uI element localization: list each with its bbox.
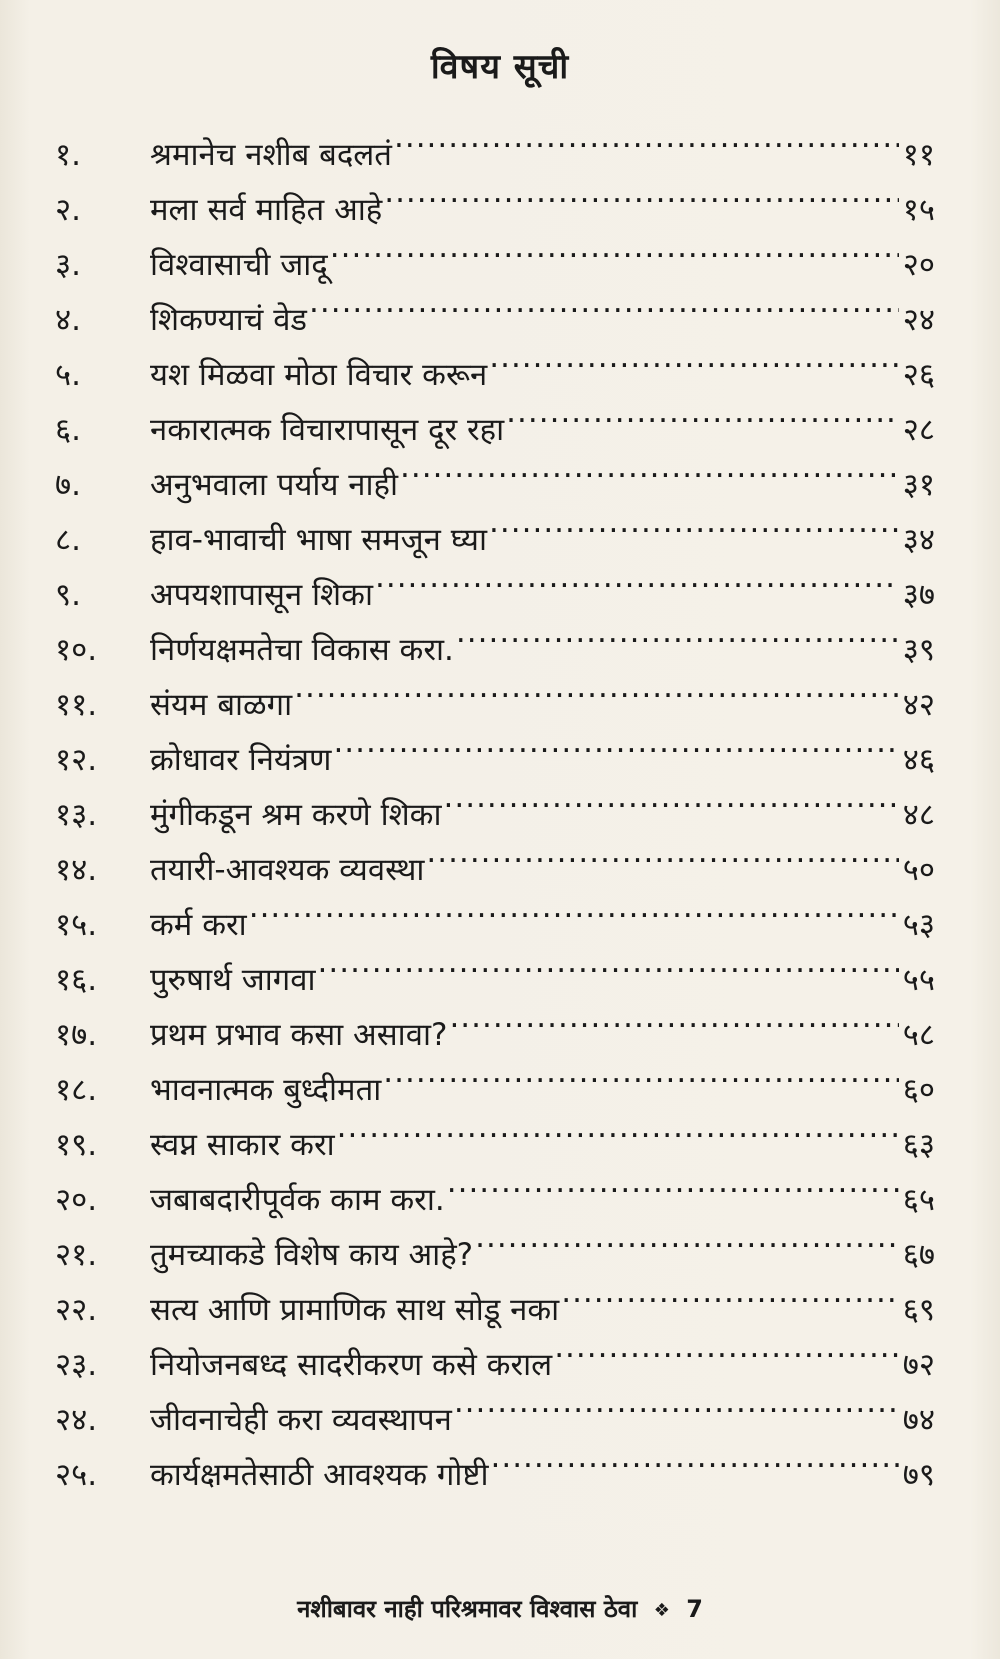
toc-entry-page: ६० (902, 1072, 935, 1108)
toc-entry-number: ३. (55, 247, 81, 283)
toc-entry-title: तुमच्याकडे विशेष काय आहे? (150, 1237, 474, 1273)
toc-entry-page: ३९ (902, 632, 935, 668)
toc-entry-page: २० (902, 247, 935, 283)
toc-entry-number: १५. (55, 907, 98, 943)
dot-leader (449, 990, 898, 1045)
dot-leader (375, 550, 899, 605)
toc-entry-page: २४ (902, 302, 935, 338)
dot-leader (330, 220, 899, 275)
toc-entry-page: ६५ (902, 1182, 935, 1218)
toc-entry-page: ३४ (902, 522, 935, 558)
toc-entry-title: कर्म करा (150, 907, 247, 943)
toc-entry-page: ७९ (902, 1457, 935, 1493)
toc-entry-number: १०. (55, 632, 98, 668)
toc-entry-title: यश मिळवा मोठा विचार करून (150, 357, 488, 393)
toc-entry-title: कार्यक्षमतेसाठी आवश्यक गोष्टी (150, 1457, 489, 1493)
toc-entry-page: ५५ (902, 962, 935, 998)
toc-entry-page: ७२ (902, 1347, 935, 1383)
toc-entry-title: अनुभवाला पर्याय नाही (150, 467, 399, 503)
dot-leader (294, 660, 899, 715)
toc-entry-page: ६३ (902, 1127, 935, 1163)
footer-book-title: नशीबावर नाही परिश्रमावर विश्वास ठेवा (297, 1595, 638, 1623)
toc-entry-title: संयम बाळगा (150, 687, 293, 723)
toc-entry-number: २५. (55, 1457, 98, 1493)
toc-entry-page: ४८ (902, 797, 935, 833)
toc-entry-number: १२. (55, 742, 98, 778)
toc-entry-number: २२. (55, 1292, 98, 1328)
page-footer (0, 1592, 1000, 1625)
toc-entry-number: ९. (55, 577, 81, 613)
toc-entry-page: ३१ (902, 467, 935, 503)
footer-page-number: 7 (686, 1595, 703, 1623)
toc-entry-title: मला सर्व माहित आहे (150, 192, 383, 228)
toc-entry-page: ४६ (902, 742, 935, 778)
table-of-contents (55, 110, 935, 1493)
dot-leader (489, 495, 899, 550)
toc-entry-page: २८ (902, 412, 935, 448)
toc-entry-title: अपयशापासून शिका (150, 577, 373, 613)
toc-entry-number: २३. (55, 1347, 98, 1383)
toc-entry-title: सत्य आणि प्रामाणिक साथ सोडू नका (150, 1292, 560, 1328)
toc-entry-page: ५० (902, 852, 935, 888)
toc-entry-title: हाव-भावाची भाषा समजून घ्या (150, 522, 488, 558)
dot-leader (444, 770, 899, 825)
dot-leader (383, 1045, 898, 1100)
toc-entry-number: १८. (55, 1072, 98, 1108)
dot-leader (318, 935, 899, 990)
toc-entry-number: ८. (55, 522, 81, 558)
toc-entry-number: २४. (55, 1402, 98, 1438)
toc-entry-title: मुंगीकडून श्रम करणे शिका (150, 797, 442, 833)
toc-entry (55, 110, 935, 173)
toc-entry-page: १५ (902, 192, 935, 228)
dot-leader (475, 1210, 899, 1265)
toc-entry-title: पुरुषार्थ जागवा (150, 962, 316, 998)
toc-entry-title: नकारात्मक विचारापासून दूर रहा (150, 412, 505, 448)
dot-leader (561, 1265, 899, 1320)
dot-leader (426, 825, 898, 880)
toc-entry-title: निर्णयक्षमतेचा विकास करा. (150, 632, 454, 668)
toc-entry-page: ३७ (902, 577, 935, 613)
dot-leader (333, 715, 898, 770)
toc-entry-title: स्वप्न साकार करा (150, 1127, 335, 1163)
dot-leader (456, 605, 899, 660)
toc-entry-page: ६९ (902, 1292, 935, 1328)
toc-entry-number: १४. (55, 852, 98, 888)
page-title: विषय सूची (430, 47, 570, 87)
toc-entry-number: २१. (55, 1237, 98, 1273)
toc-entry-page: ४२ (902, 687, 935, 723)
toc-entry-number: २०. (55, 1182, 98, 1218)
toc-entry-title: प्रथम प्रभाव कसा असावा? (150, 1017, 448, 1053)
dot-leader (447, 1155, 899, 1210)
toc-entry-number: १९. (55, 1127, 98, 1163)
dot-leader (337, 1100, 899, 1155)
toc-entry-number: २. (55, 192, 81, 228)
toc-entry-title: जबाबदारीपूर्वक काम करा. (150, 1182, 445, 1218)
dot-leader (309, 275, 899, 330)
toc-entry-number: १७. (55, 1017, 98, 1053)
dot-leader (400, 440, 899, 495)
dot-leader (384, 165, 899, 220)
toc-entry-number: १६. (55, 962, 98, 998)
dot-leader (490, 1430, 898, 1485)
toc-entry-number: ४. (55, 302, 81, 338)
toc-entry-title: भावनात्मक बुध्दीमता (150, 1072, 382, 1108)
toc-entry-page: ५३ (902, 907, 935, 943)
toc-entry-title: जीवनाचेही करा व्यवस्थापन (150, 1402, 452, 1438)
dot-leader (506, 385, 899, 440)
toc-entry-number: १. (55, 137, 81, 173)
toc-entry-page: ६७ (902, 1237, 935, 1273)
toc-entry-page: ७४ (902, 1402, 935, 1438)
toc-entry-number: ५. (55, 357, 81, 393)
toc-entry-page: ११ (902, 137, 935, 173)
toc-entry-number: १३. (55, 797, 98, 833)
dot-leader (454, 1375, 899, 1430)
toc-entry-title: शिकण्याचं वेड (150, 302, 308, 338)
toc-entry-title: विश्वासाची जादू (150, 247, 328, 283)
toc-entry-page: २६ (902, 357, 935, 393)
toc-entry-title: नियोजनबध्द सादरीकरण कसे कराल (150, 1347, 553, 1383)
toc-entry-title: तयारी-आवश्यक व्यवस्था (150, 852, 425, 888)
dot-leader (489, 330, 899, 385)
toc-entry-title: श्रमानेच नशीब बदलतं (150, 137, 392, 173)
toc-entry-number: ७. (55, 467, 81, 503)
toc-entry-page: ५८ (902, 1017, 935, 1053)
toc-entry-title: क्रोधावर नियंत्रण (150, 742, 332, 778)
toc-entry-number: ६. (55, 412, 81, 448)
dot-leader (394, 110, 899, 165)
toc-entry-number: ११. (55, 687, 98, 723)
dot-leader (554, 1320, 899, 1375)
ornament-icon: ❖ (653, 1599, 670, 1621)
dot-leader (249, 880, 899, 935)
